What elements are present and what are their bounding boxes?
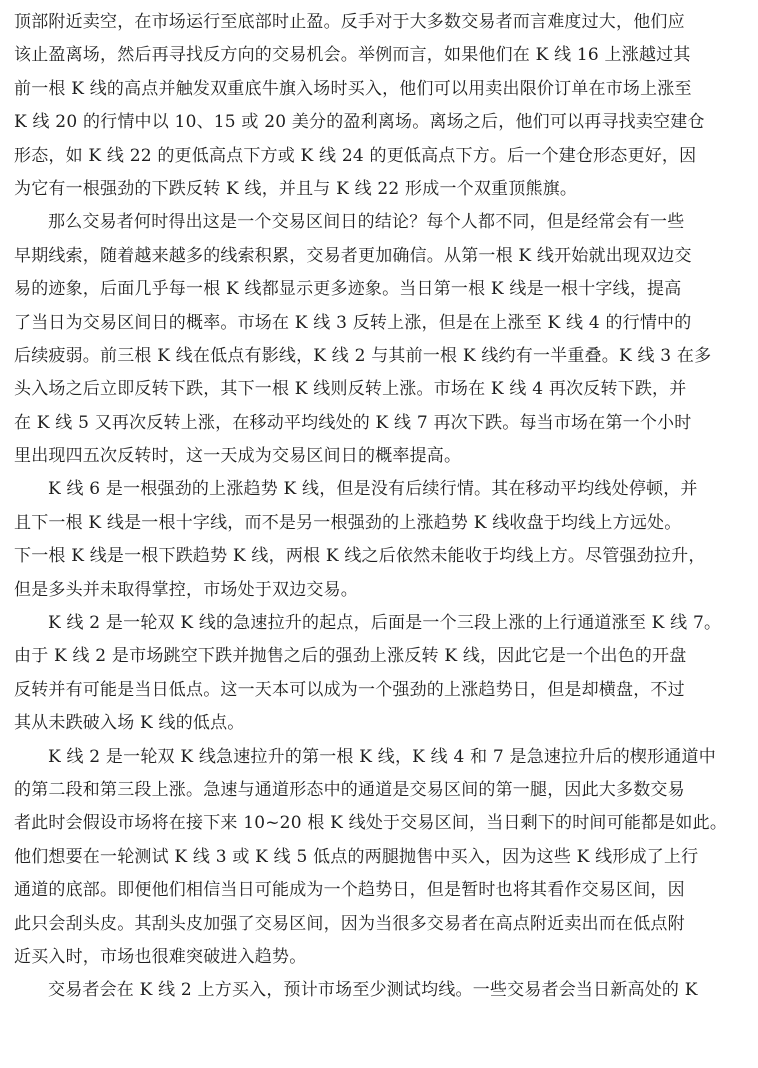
- text-line: 顶部附近卖空，在市场运行至底部时止盈。反手对于大多数交易者而言难度过大，他们应: [14, 12, 685, 32]
- text-line: 此只会刮头皮。其刮头皮加强了交易区间，因为当很多交易者在高点附近卖出而在低点附: [14, 913, 685, 934]
- text-line: 了当日为交易区间日的概率。市场在 K 线 3 反转上涨，但是在上涨至 K 线 4 的行情中的: [14, 312, 692, 333]
- text-line: 的第二段和第三段上涨。急速与通道形态中的通道是交易区间的第一腿，因此大多数交易: [14, 779, 685, 800]
- text-line: K 线 6 是一根强劲的上涨趋势 K 线，但是没有后续行情。其在移动平均线处停顿，并: [48, 479, 698, 500]
- text-line: 早期线索，随着越来越多的线索积累，交易者更加确信。从第一根 K 线开始就出现双边交: [14, 245, 692, 266]
- paragraph-spike-and-channel: [14, 741, 744, 975]
- text-line: 反转并有可能是当日低点。这一天本可以成为一个强劲的上涨趋势日，但是却横盘，不过: [14, 679, 685, 700]
- text-line: 前一根 K 线的高点并触发双重底牛旗入场时买入，他们可以用卖出限价订单在市场上涨至: [14, 78, 692, 99]
- text-line: K 线 2 是一轮双 K 线急速拉升的第一根 K 线，K 线 4 和 7 是急速拉升后的楔形通道中: [48, 746, 716, 767]
- text-line: 头入场之后立即反转下跌，其下一根 K 线则反转上涨。市场在 K 线 4 再次反转下跌，并: [14, 379, 687, 400]
- text-line: 下一根 K 线是一根下跌趋势 K 线，两根 K 线之后依然未能收于均线上方。尽管强劲拉升，: [14, 546, 706, 567]
- text-line: K 线 2 是一轮双 K 线的急速拉升的起点，后面是一个三段上涨的上行通道涨至 K 线 7。: [48, 613, 722, 634]
- text-line: 该止盈离场，然后再寻找反方向的交易机会。举例而言，如果他们在 K 线 16 上涨越过其: [14, 45, 691, 66]
- paragraph-take-profit: [14, 6, 744, 206]
- text-line: 近买入时，市场也很难突破进入趋势。: [14, 946, 307, 967]
- text-line: 易的迹象，后面几乎每一根 K 线都显示更多迹象。当日第一根 K 线是一根十字线，提高: [14, 279, 682, 300]
- paragraph-bar-6: [14, 473, 744, 607]
- paragraph-buy-above-bar-2: [14, 974, 744, 1007]
- text-line: K 线 20 的行情中以 10、15 或 20 美分的盈利离场。离场之后，他们可以再寻找卖空建仓: [14, 112, 705, 133]
- text-line: 通道的底部。即便他们相信当日可能成为一个趋势日，但是暂时也将其看作交易区间，因: [14, 880, 685, 901]
- text-line: 且下一根 K 线是一根十字线，而不是另一根强劲的上涨趋势 K 线收盘于均线上方远处。: [14, 512, 682, 533]
- text-line: 者此时会假设市场将在接下来 10~20 根 K 线处于交易区间，当日剩下的时间可能都是如此。: [14, 813, 728, 834]
- text-line: 那么交易者何时得出这是一个交易区间日的结论？每个人都不同，但是经常会有一些: [48, 212, 685, 233]
- paragraph-bar-2-spike: [14, 607, 744, 741]
- text-line: 后续疲弱。前三根 K 线在低点有影线，K 线 2 与其前一根 K 线约有一半重叠。K 线 3 在多: [14, 345, 712, 366]
- text-line: 但是多头并未取得掌控，市场处于双边交易。: [14, 579, 358, 600]
- text-line: 为它有一根强劲的下跌反转 K 线，并且与 K 线 22 形成一个双重顶熊旗。: [14, 178, 578, 199]
- text-line: 由于 K 线 2 是市场跳空下跌并抛售之后的强劲上涨反转 K 线，因此它是一个出色的开盘: [14, 646, 687, 667]
- paragraph-trading-range-conclusion: [14, 206, 744, 473]
- text-line: 交易者会在 K 线 2 上方买入，预计市场至少测试均线。一些交易者会当日新高处的 K: [48, 980, 698, 1001]
- text-line: 他们想要在一轮测试 K 线 3 或 K 线 5 低点的两腿抛售中买入，因为这些 K 线形成了上行: [14, 846, 699, 867]
- text-line: 形态，如 K 线 22 的更低高点下方或 K 线 24 的更低高点下方。后一个建仓形态更好，因: [14, 145, 697, 166]
- text-line: 其从未跌破入场 K 线的低点。: [14, 713, 245, 734]
- text-line: 在 K 线 5 又再次反转上涨，在移动平均线处的 K 线 7 再次下跌。每当市场在第一个小时: [14, 412, 692, 433]
- document-page: [14, 6, 744, 1008]
- text-line: 里出现四五次反转时，这一天成为交易区间日的概率提高。: [14, 446, 462, 467]
